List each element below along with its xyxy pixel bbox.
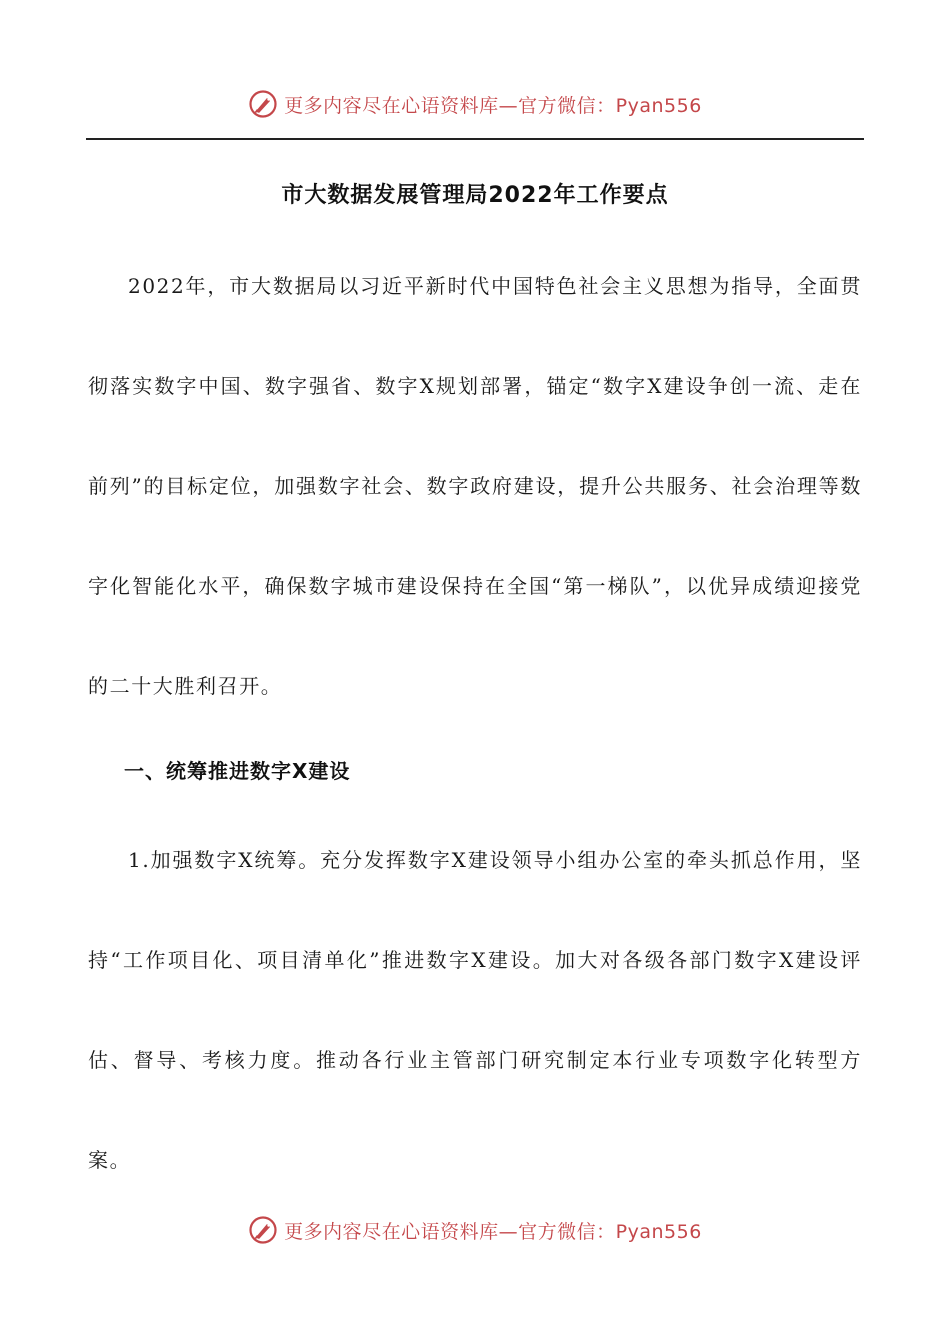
watermark-text: 更多内容尽在心语资料库—官方微信：Pyan556	[284, 1220, 702, 1243]
header-divider	[86, 138, 864, 140]
document-title: 市大数据发展管理局2022年工作要点	[281, 183, 669, 208]
watermark-text: 更多内容尽在心语资料库—官方微信：Pyan556	[284, 94, 702, 117]
header-watermark	[0, 84, 950, 124]
pen-nib-circle-icon	[248, 89, 278, 119]
section-heading: 一、统筹推进数字X建设	[124, 759, 351, 783]
pen-nib-circle-icon	[248, 1215, 278, 1245]
intro-paragraph: 2022年，市大数据局以习近平新时代中国特色社会主义思想为指导，全面贯彻落实数字中国、数字强省、数字X规划部署，锚定“数字X建设争创一流、走在前列”的目标定位，加强数字社会、数字政府建设，提升公共服务、社会治理等数字化智能化水平，确保数字城市建设保持在全国“第一梯队”，以优异成绩迎接党的二十大胜利召开。	[88, 274, 862, 698]
section-item-paragraph: 1.加强数字X统筹。充分发挥数字X建设领导小组办公室的牵头抓总作用，坚持“工作项目化、项目清单化”推进数字X建设。加大对各级各部门数字X建设评估、督导、考核力度。推动各行业主管部门研究制定本行业专项数字化转型方案。	[88, 848, 862, 1172]
footer-watermark	[0, 1210, 950, 1250]
